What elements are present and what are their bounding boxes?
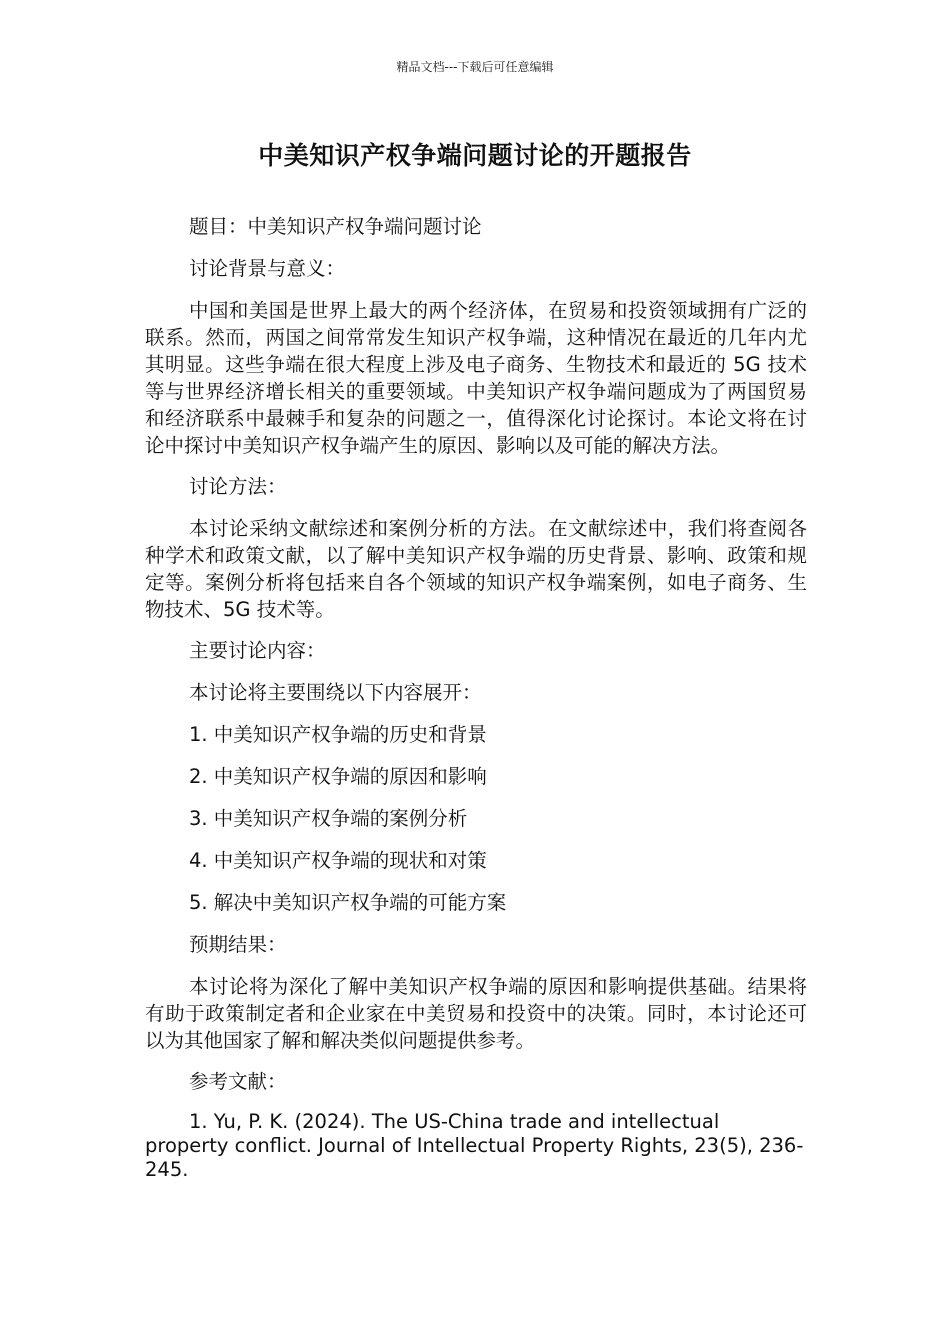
results-heading: 预期结果：	[189, 933, 287, 956]
content-list-item: 5. 解决中美知识产权争端的可能方案	[189, 891, 507, 914]
content-list-item: 4. 中美知识产权争端的现状和对策	[189, 849, 487, 872]
header-note: 精品文档---下载后可任意编辑	[396, 60, 554, 74]
reference-item: 1. Yu, P. K. (2024). The US-China trade and intellectual property conflict. Journal of Intellectual Property Rights, 23(5), 236-245.	[145, 1110, 804, 1181]
results-paragraph: 本讨论将为深化了解中美知识产权争端的原因和影响提供基础。结果将有助于政策制定者和企业家在中美贸易和投资中的决策。同时，本讨论还可以为其他国家了解和解决类似问题提供参考。	[145, 975, 807, 1052]
method-heading: 讨论方法：	[189, 475, 287, 498]
document-body	[145, 213, 807, 1182]
references-heading: 参考文献：	[189, 1070, 287, 1093]
document-title: 中美知识产权争端问题讨论的开题报告	[258, 141, 692, 170]
method-paragraph: 本讨论采纳文献综述和案例分析的方法。在文献综述中，我们将查阅各种学术和政策文献，以了解中美知识产权争端的历史背景、影响、政策和规定等。案例分析将包括来自各个领域的知识产权争端案例，如电子商务、生物技术、5G 技术等。	[145, 517, 807, 621]
content-heading: 主要讨论内容：	[189, 639, 326, 662]
content-list-item: 3. 中美知识产权争端的案例分析	[189, 807, 468, 830]
content-intro: 本讨论将主要围绕以下内容展开：	[189, 681, 482, 704]
background-paragraph: 中国和美国是世界上最大的两个经济体，在贸易和投资领域拥有广泛的联系。然而，两国之间常常发生知识产权争端，这种情况在最近的几年内尤其明显。这些争端在很大程度上涉及电子商务、生物技术和最近的 5G 技术等与世界经济增长相关的重要领域。中美知识产权争端问题成为了两国贸易和经济联系中最棘手和复杂的问题之一，值得深化讨论探讨。本论文将在讨论中探讨中美知识产权争端产生的原因、影响以及可能的解决方法。	[145, 299, 807, 457]
background-heading: 讨论背景与意义：	[189, 257, 346, 280]
content-list-item: 1. 中美知识产权争端的历史和背景	[189, 723, 487, 746]
content-list-item: 2. 中美知识产权争端的原因和影响	[189, 765, 487, 788]
topic-line: 题目：中美知识产权争端问题讨论	[189, 215, 482, 238]
